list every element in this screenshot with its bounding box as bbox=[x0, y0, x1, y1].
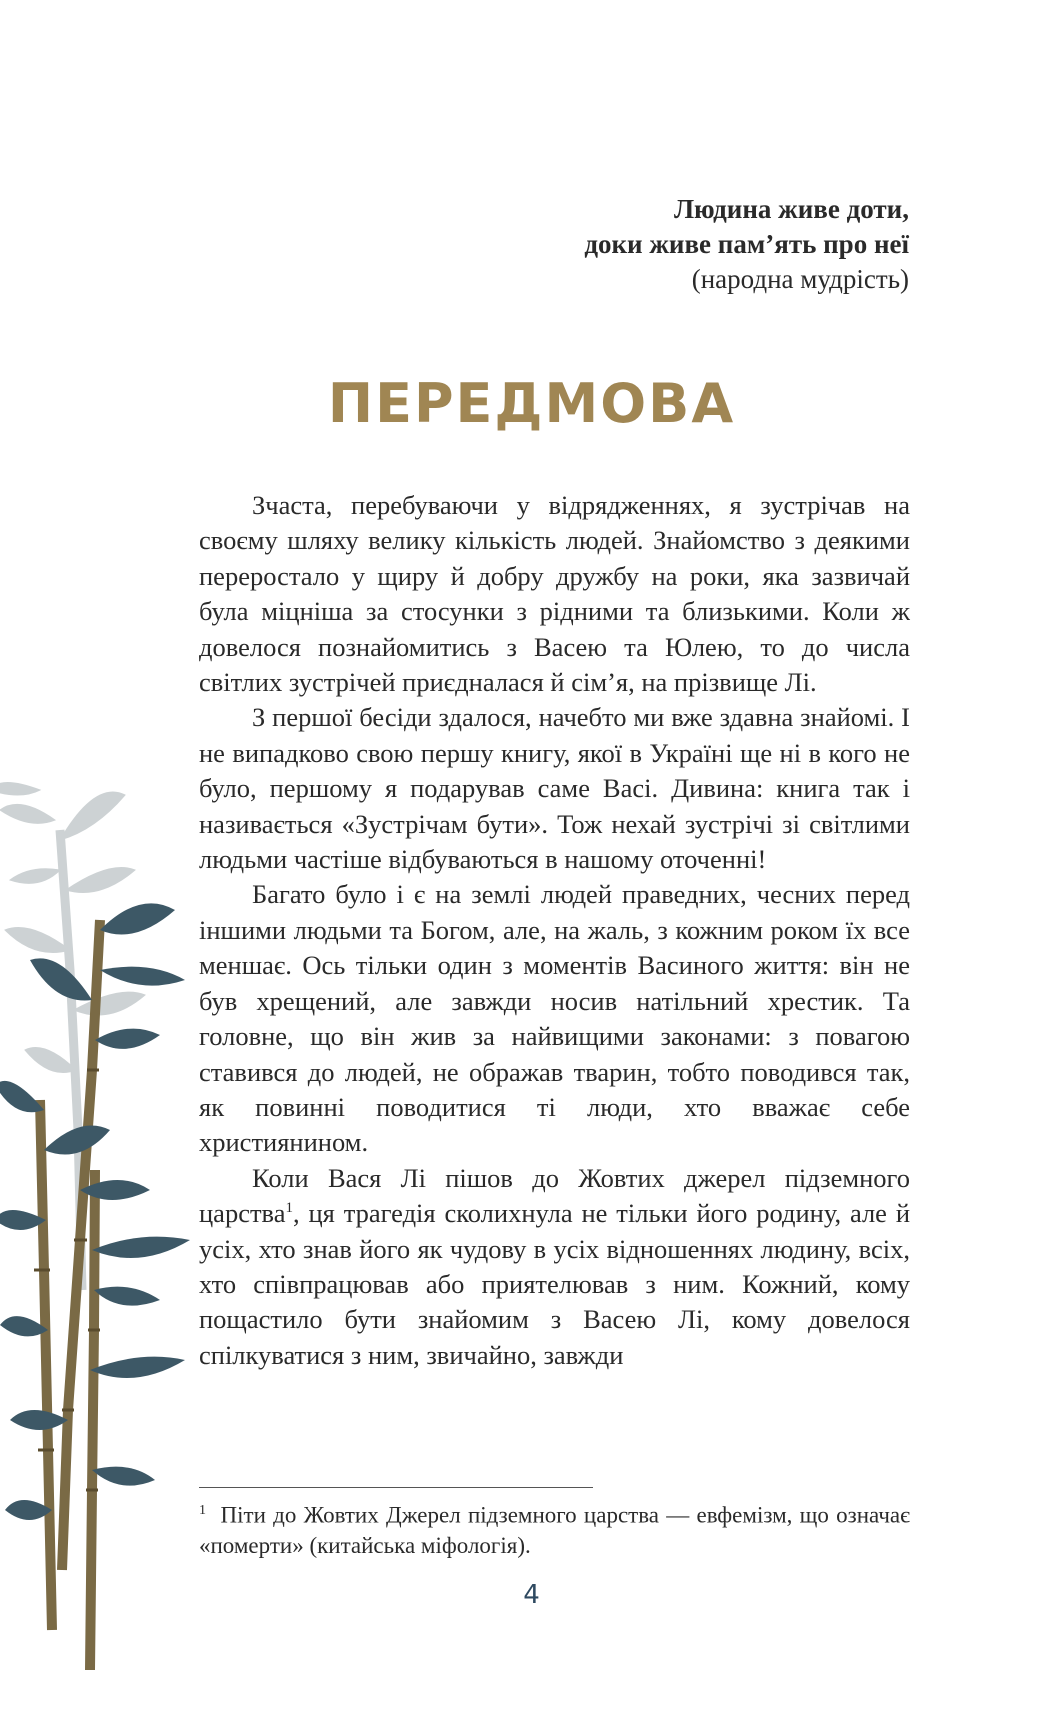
epigraph bbox=[584, 192, 909, 297]
paragraph-4-start: Коли Вася Лі пішов до Жовтих джерел підземного царства bbox=[199, 1162, 910, 1229]
epigraph-line-1: Людина живе доти, bbox=[673, 194, 909, 224]
footnote bbox=[199, 1496, 910, 1561]
paragraph-4 bbox=[199, 1161, 910, 1373]
epigraph-line-2: доки живе пам’ять про неї bbox=[584, 229, 909, 259]
paragraph-3: Багато було і є на землі людей праведних, чесних перед іншими людьми та Богом, але, на жаль, з кожним роком їх все меншає. Ось тільки один з моментів Васиного життя: він не був хрещений, але завжди носив натільний хрестик. Та головне, що він жив за найвищими законами: з повагою ставився до людей, не ображав тварин, тобто поводився так, як повинні поводитися ті люди, хто вважає себе християнином. bbox=[199, 879, 910, 1158]
paragraph-1: Зчаста, перебуваючи у відрядженнях, я зустрічав на своєму шляху велику кількість людей. Знайомство з деякими переростало у щиру й добру дружбу на роки, яка зазвичай була міцніша за стосунки з рідними та близькими. Коли ж довелося познайомитись з Васею та Юлею, то до числа світлих зустрічей приєдналася й сім’я, на прізвище Лі. bbox=[199, 490, 910, 698]
paragraph-2: З першої бесіди здалося, начебто ми вже здавна знайомі. І не випадково свою першу книгу, якої в Україні ще ні в кого не було, першому я подарував саме Васі. Дивина: книга так і називається «Зустрічам бути». Тож нехай зустрічі зі світлими людьми частіше відбуваються в нашому оточенні! bbox=[199, 702, 910, 875]
footnote-divider bbox=[199, 1487, 593, 1488]
paragraph-4-rest: , ця трагедія сколихнула не тільки його родину, але й усіх, хто знав його як чудову в усіх відношеннях людину, всіх, хто співпрацював або приятелював з ним. Кожний, кому пощастило бути знайомим з Васею Лі, кому довелося спілкуватися з ним, звичайно, завжди bbox=[199, 1198, 910, 1370]
footnote-text: Піти до Жовтих Джерел підземного царства — евфемізм, що означає «померти» (китайська міфологія). bbox=[199, 1502, 910, 1558]
bamboo-illustration bbox=[0, 770, 230, 1700]
footnote-reference[interactable]: 1 bbox=[285, 1200, 293, 1217]
footnote-mark: 1 bbox=[199, 1503, 206, 1518]
chapter-title: ПЕРЕДМОВА bbox=[327, 372, 736, 435]
body-text bbox=[199, 488, 910, 1373]
page-number: 4 bbox=[523, 1580, 540, 1610]
epigraph-source: (народна мудрість) bbox=[691, 264, 909, 294]
